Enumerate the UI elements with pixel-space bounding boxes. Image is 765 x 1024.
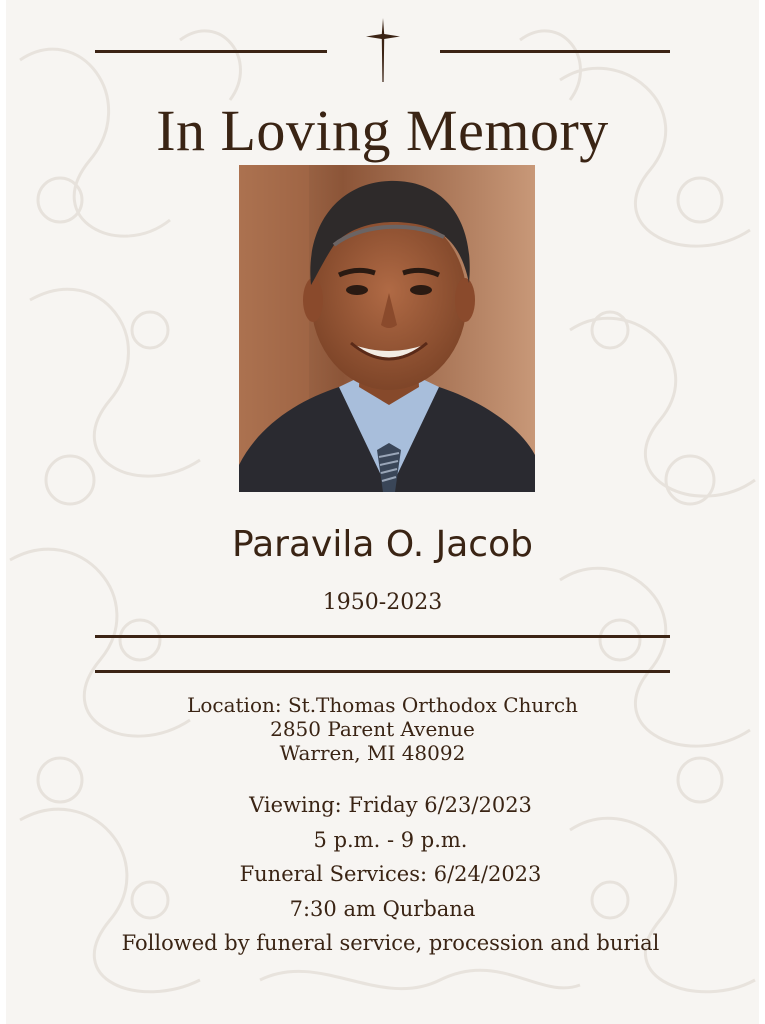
deceased-name: Paravila O. Jacob — [232, 524, 533, 565]
location-line-3: Warren, MI 48092 — [279, 741, 466, 765]
service-followed: Followed by funeral service, procession and burial — [121, 931, 660, 955]
top-rule-left — [95, 50, 327, 53]
top-rule-right — [440, 50, 670, 53]
life-years: 1950-2023 — [322, 590, 443, 615]
divider-lower — [95, 670, 670, 673]
qurbana-time: 7:30 am Qurbana — [289, 897, 476, 921]
location-line-1: Location: St.Thomas Orthodox Church — [187, 693, 578, 717]
viewing-date: Viewing: Friday 6/23/2023 — [249, 793, 532, 817]
viewing-time: 5 p.m. - 9 p.m. — [313, 828, 468, 852]
cross-icon — [364, 18, 402, 82]
portrait-photo — [239, 165, 535, 492]
funeral-date: Funeral Services: 6/24/2023 — [239, 862, 542, 886]
divider-upper — [95, 635, 670, 638]
location-line-2: 2850 Parent Avenue — [270, 717, 475, 741]
page-title: In Loving Memory — [156, 98, 609, 163]
